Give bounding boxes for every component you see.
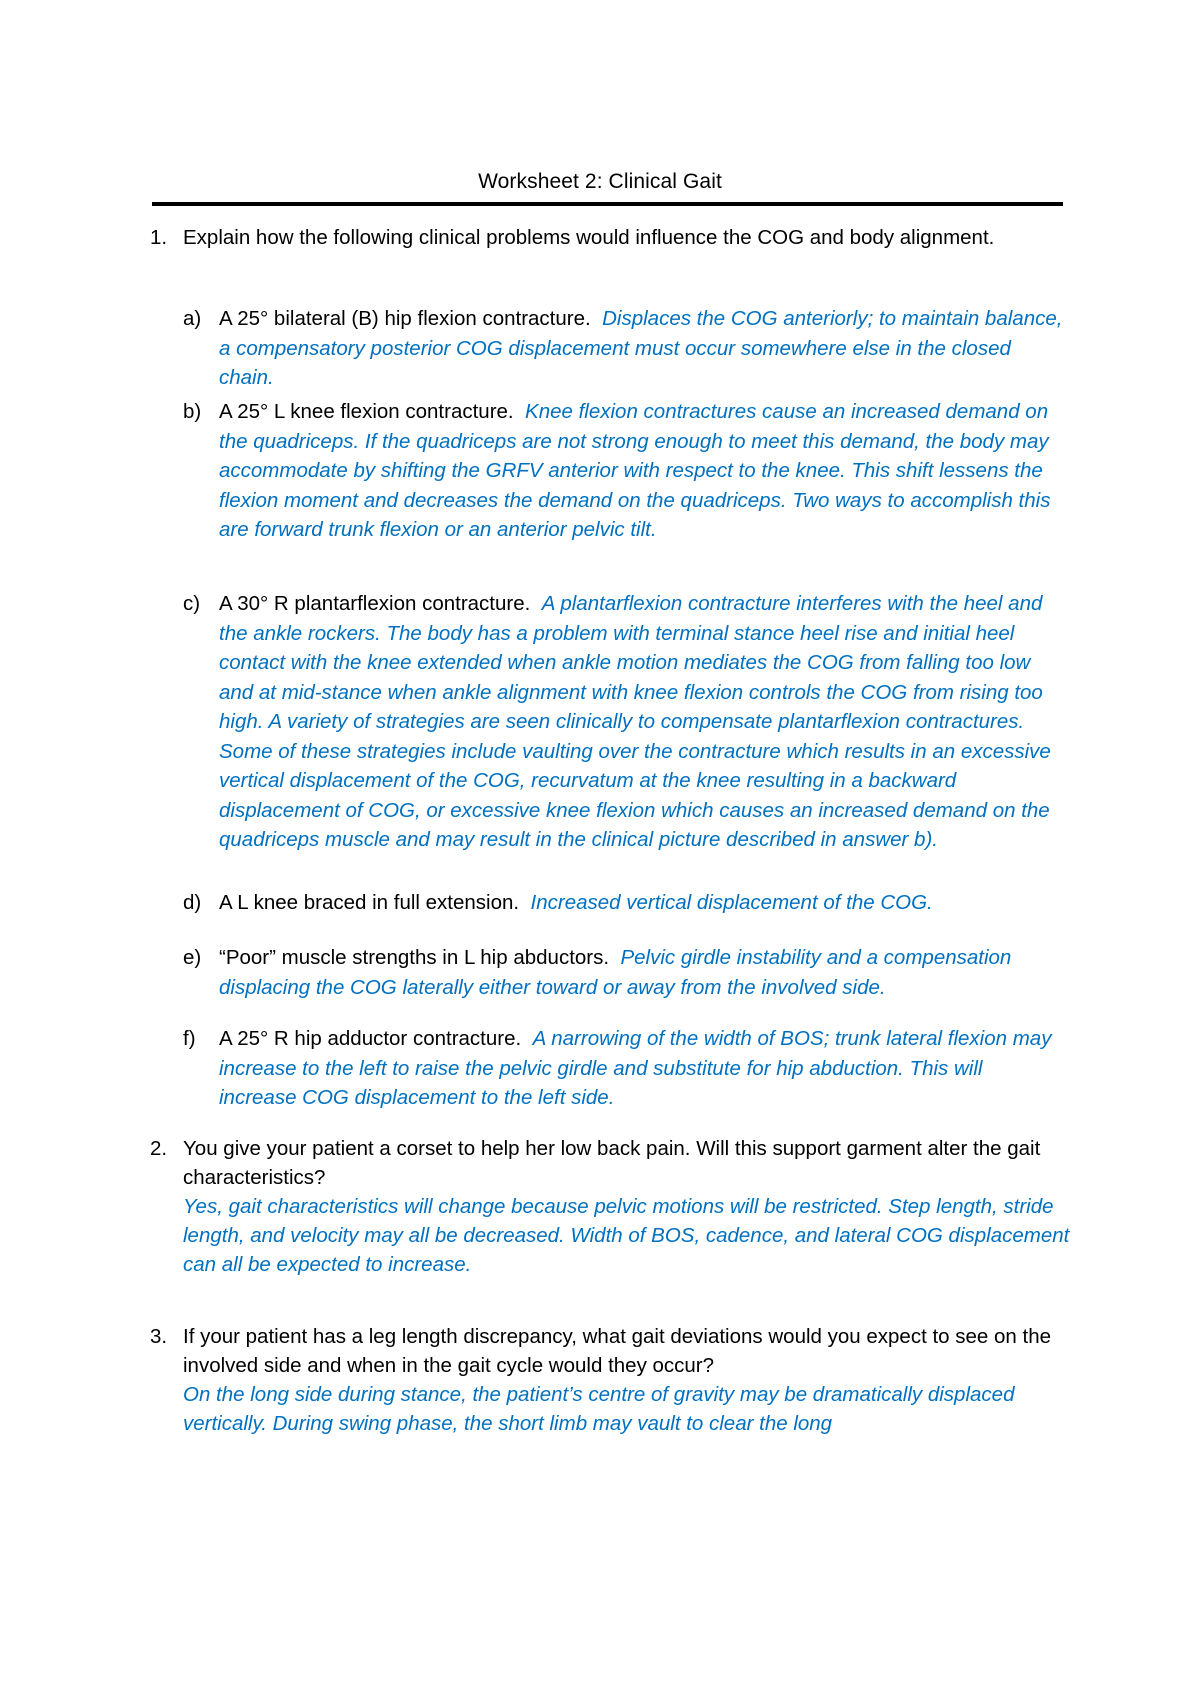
item-question: “Poor” muscle strengths in L hip abductors. bbox=[219, 946, 610, 969]
item-label: a) bbox=[183, 307, 202, 330]
question-number: 3. bbox=[150, 1325, 168, 1348]
page-title: Worksheet 2: Clinical Gait bbox=[478, 170, 722, 193]
item-e bbox=[183, 943, 1063, 1002]
item-answer: Knee flexion contractures cause an increased demand on the quadriceps. If the quadriceps are not strong enough to meet this demand, the body may accommodate by shifting the GRFV anterior with respect to the knee. This shift lessens the flexion moment and decreases the demand on the quadriceps. Two ways to accomplish this are forward trunk flexion or an anterior pelvic tilt. bbox=[219, 400, 1051, 541]
question-text: If your patient has a leg length discrepancy, what gait deviations would you expect to see on the involved side and when in the gait cycle would they occur? bbox=[183, 1325, 1051, 1377]
question-3 bbox=[150, 1322, 1070, 1438]
item-label: f) bbox=[183, 1027, 196, 1050]
item-answer: A narrowing of the width of BOS; trunk lateral flexion may increase to the left to raise the pelvic girdle and substitute for hip abduction. This will increase COG displacement to the left side. bbox=[219, 1027, 1052, 1109]
item-label: c) bbox=[183, 592, 201, 615]
question-answer: Yes, gait characteristics will change because pelvic motions will be restricted. Step length, stride length, and velocity may all be decreased. Width of BOS, cadence, and lateral COG displacement can all be expected to increase. bbox=[183, 1195, 1070, 1276]
item-d bbox=[183, 888, 1063, 918]
question-answer: On the long side during stance, the patient’s centre of gravity may be dramatically displaced vertically. During swing phase, the short limb may vault to clear the long bbox=[183, 1383, 1015, 1435]
item-question: A 25° L knee flexion contracture. bbox=[219, 400, 514, 423]
item-label: b) bbox=[183, 400, 202, 423]
question-number: 2. bbox=[150, 1137, 168, 1160]
item-answer: Pelvic girdle instability and a compensation displacing the COG laterally either toward or away from the involved side. bbox=[219, 946, 1012, 999]
item-question: A 30° R plantarflexion contracture. bbox=[219, 592, 531, 615]
item-answer: Increased vertical displacement of the COG. bbox=[530, 891, 933, 914]
item-label: e) bbox=[183, 946, 202, 969]
item-answer: A plantarflexion contracture interferes with the heel and the ankle rockers. The body has a problem with terminal stance heel rise and initial heel contact with the knee extended when ankle motion mediates the COG from falling too low and at mid-stance when ankle alignment with knee flexion controls the COG from rising too high. A variety of strategies are seen clinically to compensate plantarflexion contractures. Some of these strategies include vaulting over the contracture which results in an excessive vertical displacement of the COG, recurvatum at the knee resulting in a backward displacement of COG, or excessive knee flexion which causes an increased demand on the quadriceps muscle and may result in the clinical picture described in answer b). bbox=[219, 592, 1051, 851]
item-b bbox=[183, 397, 1063, 545]
item-answer: Displaces the COG anteriorly; to maintain balance, a compensatory posterior COG displacement must occur somewhere else in the closed chain. bbox=[219, 307, 1063, 389]
item-question: A 25° bilateral (B) hip flexion contracture. bbox=[219, 307, 591, 330]
question-1 bbox=[150, 223, 1070, 252]
item-f bbox=[183, 1024, 1063, 1113]
item-a bbox=[183, 304, 1063, 393]
question-number: 1. bbox=[150, 226, 168, 249]
item-question: A L knee braced in full extension. bbox=[219, 891, 520, 914]
item-question: A 25° R hip adductor contracture. bbox=[219, 1027, 522, 1050]
title-underline bbox=[152, 202, 1063, 206]
item-c bbox=[183, 589, 1063, 855]
item-label: d) bbox=[183, 891, 202, 914]
question-text: You give your patient a corset to help her low back pain. Will this support garment alter the gait characteristics? bbox=[183, 1137, 1041, 1189]
question-text: Explain how the following clinical problems would influence the COG and body alignment. bbox=[183, 226, 995, 249]
question-2 bbox=[150, 1134, 1070, 1279]
